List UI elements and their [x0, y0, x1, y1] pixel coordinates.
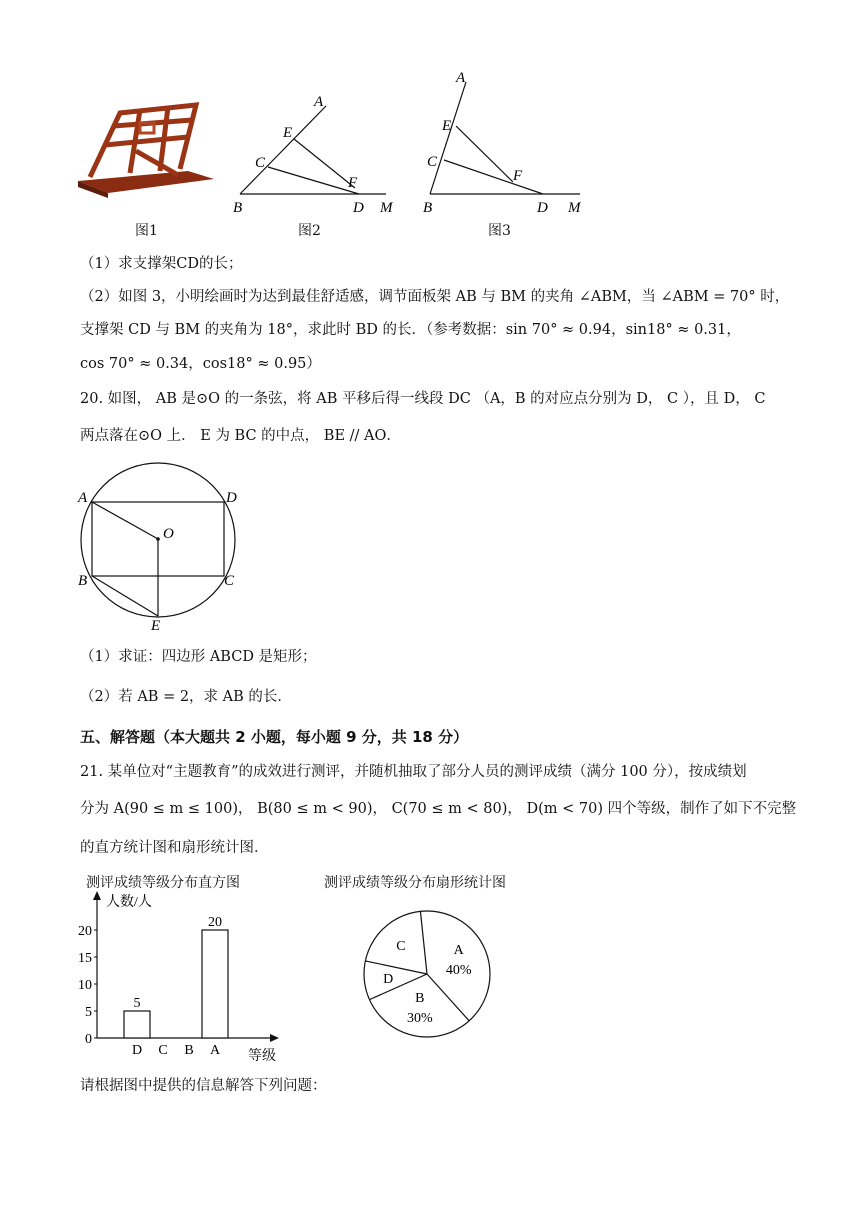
pie-slice-C-label: C	[396, 938, 406, 954]
fig3-label-M: M	[568, 200, 581, 216]
q21-instruction: 请根据图中提供的信息解答下列问题：	[80, 1078, 327, 1094]
bar-chart-title: 测评成绩等级分布直方图	[86, 875, 240, 891]
q20-label-E: E	[151, 618, 161, 634]
q20-label-D: D	[226, 490, 237, 506]
pie-slice-B-label: B	[415, 990, 425, 1006]
pie-chart-title: 测评成绩等级分布扇形统计图	[324, 875, 506, 891]
y-tick-label: 0	[85, 1032, 92, 1047]
q19-part2-line1: （2）如图 3，小明绘画时为达到最佳舒适感，调节面板架 AB 与 BM 的夹角 ∠ABM，当 ∠ABM = 70° 时，	[80, 289, 790, 305]
q19-part2-line3: cos 70° ≈ 0.34，cos18° ≈ 0.95）	[80, 356, 321, 372]
figure-1-easel-image	[78, 101, 214, 201]
fig2-label-C: C	[255, 155, 266, 171]
fig2-label-A: A	[314, 94, 324, 110]
bar-chart-ylabel: 人数/人	[106, 895, 152, 910]
q21-stem-line1: 21. 某单位对“主题教育”的成效进行测评，并随机抽取了部分人员的测评成绩（满分 100 分），按成绩划	[80, 764, 747, 780]
q21-stem-line3: 的直方统计图和扇形统计图．	[80, 840, 269, 856]
q19-part1: （1）求支撑架CD的长；	[80, 256, 243, 272]
figure-2-diagram	[228, 90, 408, 218]
q20-label-B: B	[78, 573, 88, 589]
q20-label-A: A	[78, 490, 88, 506]
bar-A	[202, 930, 228, 1038]
fig3-label-B: B	[423, 200, 433, 216]
pie-slice-A-label: A	[453, 942, 464, 958]
bar-D	[124, 1011, 150, 1038]
fig2-label-F: F	[348, 175, 358, 191]
q20-part1: （1）求证：四边形 ABCD 是矩形；	[80, 649, 317, 665]
y-tick-label: 20	[78, 924, 92, 939]
q20-stem-line1: 20. 如图， AB 是⊙O 的一条弦，将 AB 平移后得一线段 DC （A，B 的对应点分别为 D， C ），且 D， C	[80, 391, 766, 407]
q19-part2-line2: 支撑架 CD 与 BM 的夹角为 18°，求此时 BD 的长．（参考数据：sin 70° ≈ 0.94，sin18° ≈ 0.31，	[80, 322, 741, 338]
bar-chart-xlabel: 等级	[248, 1049, 276, 1064]
fig3-label-D: D	[537, 200, 548, 216]
pie-chart	[318, 868, 558, 1063]
bar-value-label: 5	[133, 996, 141, 1011]
x-category-label: B	[184, 1043, 194, 1058]
section-5-heading: 五、解答题（本大题共 2 小题，每小题 9 分，共 18 分）	[80, 728, 469, 746]
figure-3-caption: 图3	[488, 223, 511, 239]
q20-stem-line2: 两点落在⊙O 上． E 为 BC 的中点， BE // AO．	[80, 428, 401, 444]
pie-slice-D-label: D	[383, 972, 394, 988]
fig3-label-E: E	[442, 118, 452, 134]
figure-3-diagram	[416, 66, 591, 218]
q20-circle-diagram	[74, 480, 254, 632]
fig2-label-B: B	[233, 200, 243, 216]
figure-1-caption: 图1	[135, 223, 158, 239]
pie-slice-B-percent: 30%	[406, 1010, 433, 1026]
fig3-label-A: A	[456, 70, 466, 86]
x-category-label: C	[158, 1043, 168, 1058]
fig2-label-M: M	[380, 200, 393, 216]
q20-part2: （2）若 AB = 2，求 AB 的长．	[80, 689, 292, 705]
figure-2-caption: 图2	[298, 223, 321, 239]
pie-slice-A-percent: 40%	[445, 962, 472, 978]
y-tick-label: 5	[85, 1005, 92, 1020]
fig2-label-E: E	[283, 125, 293, 141]
x-category-label: D	[131, 1043, 143, 1058]
y-tick-label: 15	[78, 951, 92, 966]
x-category-label: A	[209, 1043, 221, 1058]
q20-label-C: C	[224, 573, 235, 589]
q21-stem-line2: 分为 A(90 ≤ m ≤ 100)， B(80 ≤ m < 90)， C(70 ≤ m < 80)， D(m < 70) 四个等级，制作了如下不完整	[80, 801, 797, 817]
y-tick-label: 10	[78, 978, 92, 993]
fig3-label-F: F	[513, 168, 523, 184]
fig3-label-C: C	[427, 154, 438, 170]
y-axis-arrow	[93, 891, 101, 900]
x-axis-arrow	[270, 1034, 279, 1042]
q20-label-O: O	[163, 526, 174, 542]
bar-chart	[80, 868, 300, 1063]
fig2-label-D: D	[353, 200, 364, 216]
bar-value-label: 20	[208, 915, 222, 930]
